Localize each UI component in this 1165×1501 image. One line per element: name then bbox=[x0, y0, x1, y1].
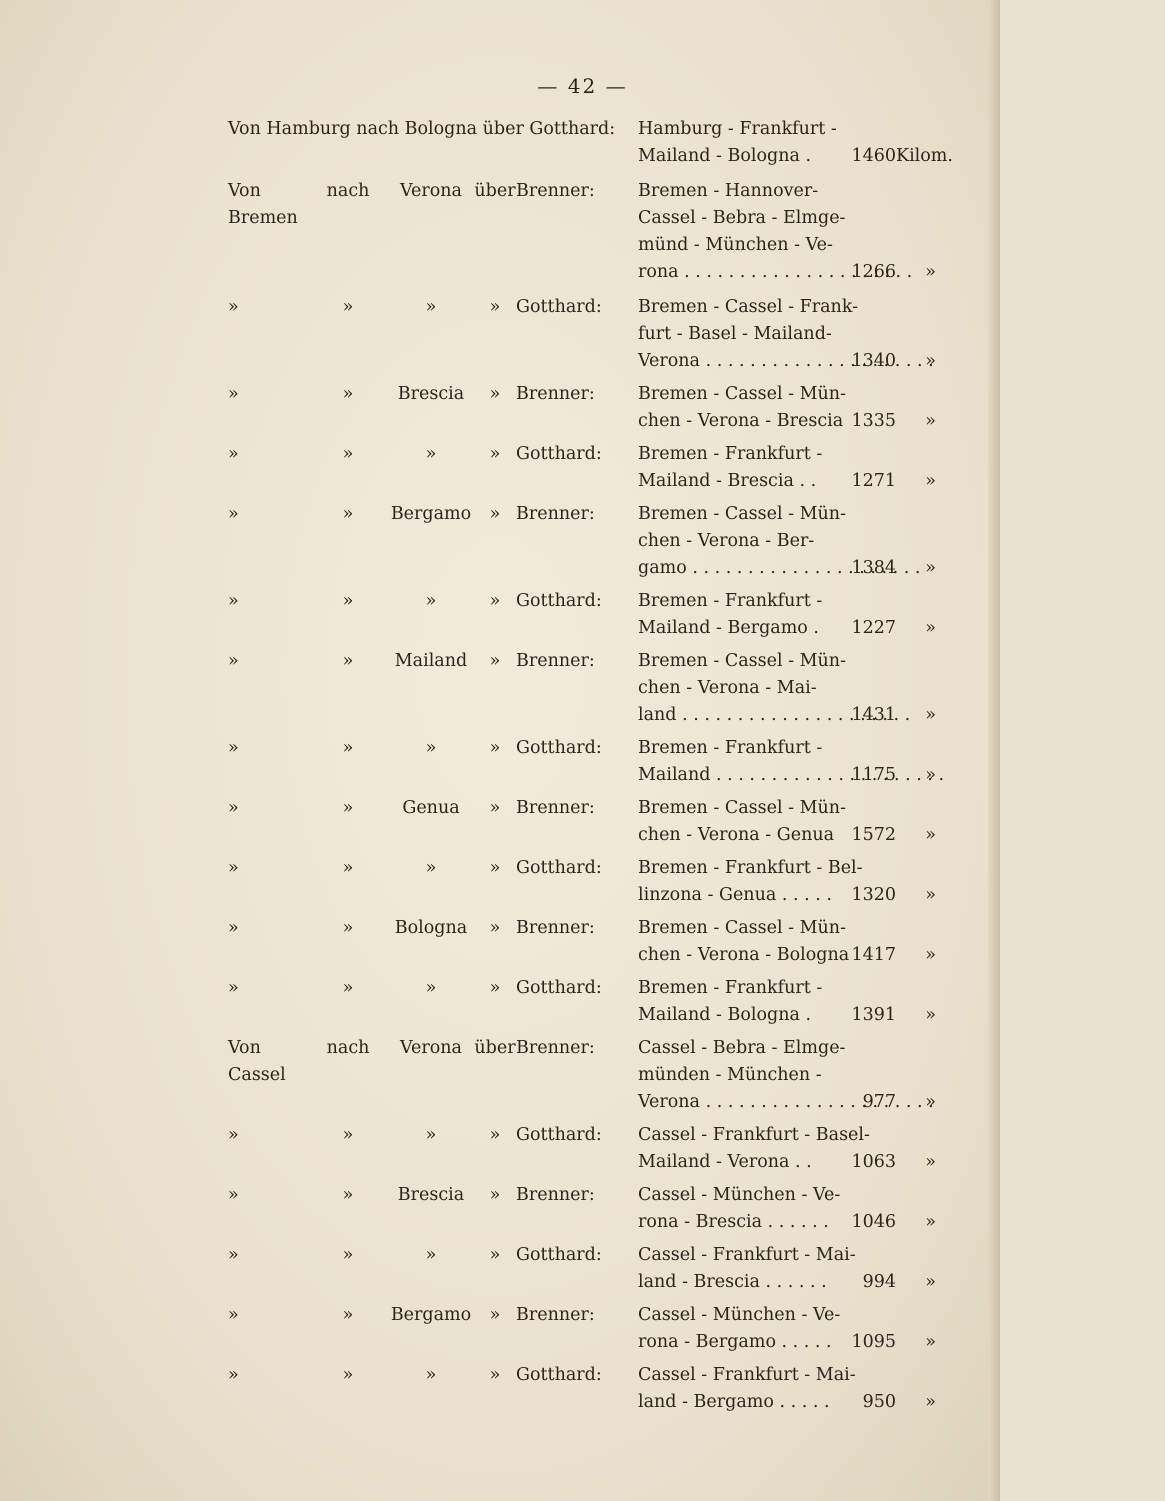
distance-unit: » bbox=[925, 825, 936, 845]
distance-unit: » bbox=[925, 1005, 936, 1025]
route-stations: Cassel - Frankfurt - Mai- bbox=[638, 1245, 856, 1265]
distance-value: 977 bbox=[862, 1092, 896, 1112]
route-details bbox=[638, 294, 958, 375]
nach-cell: » bbox=[342, 1245, 354, 1265]
destination-cell: Bergamo bbox=[390, 504, 472, 524]
route-line bbox=[638, 294, 958, 321]
route-line bbox=[638, 648, 958, 675]
nach-cell: » bbox=[342, 384, 354, 404]
route-stations: Cassel - Bebra - Elmge- bbox=[638, 1038, 846, 1058]
destination-cell: Genua bbox=[402, 798, 460, 818]
route-description bbox=[228, 178, 638, 286]
route-details bbox=[638, 178, 958, 286]
route-stations: rona - Brescia . . . . . . bbox=[638, 1212, 829, 1232]
route-stations: Bremen - Frankfurt - bbox=[638, 978, 823, 998]
route-details bbox=[638, 1035, 958, 1116]
distance-value: 1266 bbox=[851, 262, 896, 282]
destination-cell: Verona bbox=[400, 181, 462, 201]
origin-cell: » bbox=[228, 297, 239, 317]
nach-cell: nach bbox=[326, 1038, 370, 1058]
pass-cell: Brenner: bbox=[516, 384, 595, 404]
route-stations: Bremen - Cassel - Mün- bbox=[638, 918, 846, 938]
route-stations: rona - Bergamo . . . . . bbox=[638, 1332, 832, 1352]
route-stations: Cassel - München - Ve- bbox=[638, 1305, 841, 1325]
route-heading: Von Hamburg nach Bologna über Gotthard: bbox=[228, 119, 616, 139]
route-stations: Bremen - Frankfurt - bbox=[638, 444, 823, 464]
route-details bbox=[638, 441, 958, 495]
origin-cell: » bbox=[228, 918, 239, 938]
table-row bbox=[228, 294, 958, 375]
route-stations: Hamburg - Frankfurt - bbox=[638, 119, 837, 139]
route-stations: chen - Verona - Bologna bbox=[638, 945, 850, 965]
distance-value: 1417 bbox=[851, 945, 896, 965]
route-stations: Verona . . . bbox=[638, 348, 828, 375]
ueber-cell: » bbox=[489, 738, 501, 758]
distance-unit: » bbox=[925, 885, 936, 905]
route-line bbox=[638, 1209, 958, 1236]
table-row bbox=[228, 178, 958, 286]
table-row bbox=[228, 1302, 958, 1356]
destination-cell: Brescia bbox=[397, 384, 465, 404]
distance-unit: » bbox=[925, 558, 936, 578]
destination-cell: » bbox=[425, 1245, 437, 1265]
route-line bbox=[638, 408, 958, 435]
route-stations: münd - München - Ve- bbox=[638, 235, 833, 255]
route-stations: Bremen - Cassel - Frank- bbox=[638, 297, 859, 317]
route-details bbox=[638, 588, 958, 642]
route-line bbox=[638, 762, 958, 789]
distance-value: 1227 bbox=[851, 618, 896, 638]
pass-cell: Gotthard: bbox=[516, 858, 602, 878]
destination-cell: Mailand bbox=[394, 651, 468, 671]
nach-cell: » bbox=[342, 978, 354, 998]
route-stations: chen - Verona - Brescia bbox=[638, 411, 844, 431]
table-row bbox=[228, 735, 958, 789]
route-description bbox=[228, 735, 638, 789]
distance-unit: » bbox=[925, 1152, 936, 1172]
pass-cell: Gotthard: bbox=[516, 1245, 602, 1265]
pass-cell: Gotthard: bbox=[516, 978, 602, 998]
route-line bbox=[638, 942, 958, 969]
nach-cell: » bbox=[342, 1305, 354, 1325]
route-description bbox=[228, 381, 638, 435]
nach-cell: » bbox=[342, 858, 354, 878]
route-details bbox=[638, 1362, 958, 1416]
pass-cell: Brenner: bbox=[516, 651, 595, 671]
distance-value: 1095 bbox=[851, 1332, 896, 1352]
pass-cell: Gotthard: bbox=[516, 1125, 602, 1145]
distance-value: 1335 bbox=[851, 411, 896, 431]
route-stations: Bremen - Cassel - Mün- bbox=[638, 504, 846, 524]
distance-unit: » bbox=[925, 765, 936, 785]
distance-unit: » bbox=[925, 945, 936, 965]
route-line bbox=[638, 205, 958, 232]
route-line bbox=[638, 702, 958, 729]
nach-cell: » bbox=[342, 738, 354, 758]
route-line bbox=[638, 1089, 958, 1116]
destination-cell: Bologna bbox=[394, 918, 468, 938]
origin-cell: » bbox=[228, 1125, 239, 1145]
table-row bbox=[228, 588, 958, 642]
distance-value: 1046 bbox=[851, 1212, 896, 1232]
ueber-cell: über bbox=[474, 181, 516, 201]
distance-unit: » bbox=[925, 705, 936, 725]
distance-value: 1384 bbox=[851, 558, 896, 578]
table-row bbox=[228, 116, 958, 170]
route-details bbox=[638, 1182, 958, 1236]
distance-value: 1271 bbox=[851, 471, 896, 491]
pass-cell: Brenner: bbox=[516, 504, 595, 524]
distance-unit: » bbox=[925, 262, 936, 282]
route-line bbox=[638, 795, 958, 822]
route-stations: land - Bergamo . . . . . bbox=[638, 1392, 830, 1412]
route-line bbox=[638, 1389, 958, 1416]
destination-cell: Bergamo bbox=[390, 1305, 472, 1325]
route-stations: Mailand - Verona . . bbox=[638, 1152, 812, 1172]
route-details bbox=[638, 975, 958, 1029]
table-row bbox=[228, 855, 958, 909]
route-stations: Bremen - Cassel - Mün- bbox=[638, 384, 846, 404]
origin-cell: » bbox=[228, 1365, 239, 1385]
route-line bbox=[638, 178, 958, 205]
origin-cell: Von Cassel bbox=[228, 1038, 286, 1085]
route-line bbox=[638, 555, 958, 582]
route-details bbox=[638, 1122, 958, 1176]
route-distance-table bbox=[228, 116, 958, 1422]
route-line bbox=[638, 1122, 958, 1149]
table-row bbox=[228, 1182, 958, 1236]
route-description bbox=[228, 501, 638, 582]
nach-cell: » bbox=[342, 1365, 354, 1385]
pass-cell: Gotthard: bbox=[516, 297, 602, 317]
route-details bbox=[638, 381, 958, 435]
route-details bbox=[638, 915, 958, 969]
route-description bbox=[228, 648, 638, 729]
route-line bbox=[638, 1035, 958, 1062]
distance-value: 994 bbox=[862, 1272, 896, 1292]
route-line bbox=[638, 1182, 958, 1209]
ueber-cell: » bbox=[489, 384, 501, 404]
route-line bbox=[638, 381, 958, 408]
route-details bbox=[638, 1242, 958, 1296]
ueber-cell: » bbox=[489, 1305, 501, 1325]
route-description bbox=[228, 855, 638, 909]
route-description bbox=[228, 588, 638, 642]
route-line bbox=[638, 1242, 958, 1269]
distance-value: 1572 bbox=[851, 825, 896, 845]
route-line bbox=[638, 321, 958, 348]
route-description bbox=[228, 1362, 638, 1416]
route-stations: land - Brescia . . . . . . bbox=[638, 1272, 827, 1292]
pass-cell: Gotthard: bbox=[516, 444, 602, 464]
distance-unit: » bbox=[925, 618, 936, 638]
pass-cell: Brenner: bbox=[516, 918, 595, 938]
route-stations: Cassel - Bebra - Elmge- bbox=[638, 208, 846, 228]
distance-value: 1063 bbox=[851, 1152, 896, 1172]
destination-cell: » bbox=[425, 591, 437, 611]
ueber-cell: » bbox=[489, 978, 501, 998]
table-row bbox=[228, 381, 958, 435]
route-stations: Mailand . . . bbox=[638, 762, 828, 789]
route-details bbox=[638, 795, 958, 849]
origin-cell: » bbox=[228, 444, 239, 464]
route-line bbox=[638, 1149, 958, 1176]
ueber-cell: » bbox=[489, 444, 501, 464]
route-description bbox=[228, 441, 638, 495]
route-line bbox=[638, 615, 958, 642]
distance-value: 950 bbox=[862, 1392, 896, 1412]
route-line bbox=[638, 588, 958, 615]
route-line bbox=[638, 143, 958, 170]
origin-cell: » bbox=[228, 978, 239, 998]
origin-cell: » bbox=[228, 591, 239, 611]
route-stations: Mailand - Bergamo . bbox=[638, 618, 819, 638]
route-stations: chen - Verona - Genua bbox=[638, 825, 835, 845]
nach-cell: » bbox=[342, 591, 354, 611]
pass-cell: Gotthard: bbox=[516, 1365, 602, 1385]
distance-unit: Kilom. bbox=[896, 146, 953, 166]
route-stations: Bremen - Frankfurt - bbox=[638, 738, 823, 758]
nach-cell: » bbox=[342, 651, 354, 671]
distance-unit: » bbox=[925, 1272, 936, 1292]
ueber-cell: » bbox=[489, 918, 501, 938]
pass-cell: Brenner: bbox=[516, 798, 595, 818]
route-line bbox=[638, 232, 958, 259]
route-stations: Mailand - Brescia . . bbox=[638, 471, 817, 491]
table-row bbox=[228, 1242, 958, 1296]
distance-value: 1460 bbox=[851, 146, 896, 166]
route-line bbox=[638, 348, 958, 375]
table-row bbox=[228, 975, 958, 1029]
table-row bbox=[228, 1122, 958, 1176]
destination-cell: » bbox=[425, 1365, 437, 1385]
origin-cell: » bbox=[228, 1185, 239, 1205]
nach-cell: » bbox=[342, 297, 354, 317]
origin-cell: » bbox=[228, 858, 239, 878]
route-stations: Cassel - München - Ve- bbox=[638, 1185, 841, 1205]
route-line bbox=[638, 1062, 958, 1089]
distance-unit: » bbox=[925, 1092, 936, 1112]
table-row bbox=[228, 441, 958, 495]
destination-cell: Verona bbox=[400, 1038, 462, 1058]
destination-cell: » bbox=[425, 978, 437, 998]
distance-value: 1340 bbox=[851, 351, 896, 371]
route-stations: Mailand - Bologna . bbox=[638, 146, 812, 166]
route-line bbox=[638, 855, 958, 882]
ueber-cell: » bbox=[489, 798, 501, 818]
route-line bbox=[638, 259, 958, 286]
route-details bbox=[638, 735, 958, 789]
ueber-cell: » bbox=[489, 1245, 501, 1265]
ueber-cell: » bbox=[489, 297, 501, 317]
origin-cell: » bbox=[228, 1245, 239, 1265]
route-description bbox=[228, 975, 638, 1029]
route-stations: Verona . . . bbox=[638, 1089, 828, 1116]
route-line bbox=[638, 1362, 958, 1389]
destination-cell: » bbox=[425, 297, 437, 317]
distance-value: 1320 bbox=[851, 885, 896, 905]
ueber-cell: » bbox=[489, 1125, 501, 1145]
ueber-cell: » bbox=[489, 651, 501, 671]
route-stations: gamo . . . bbox=[638, 555, 828, 582]
route-details bbox=[638, 855, 958, 909]
nach-cell: » bbox=[342, 1125, 354, 1145]
origin-cell: » bbox=[228, 651, 239, 671]
route-stations: Mailand - Bologna . bbox=[638, 1005, 812, 1025]
route-stations: Bremen - Hannover- bbox=[638, 181, 819, 201]
route-stations: Bremen - Cassel - Mün- bbox=[638, 651, 846, 671]
destination-cell: » bbox=[425, 444, 437, 464]
origin-cell: » bbox=[228, 384, 239, 404]
route-line bbox=[638, 822, 958, 849]
ueber-cell: » bbox=[489, 591, 501, 611]
distance-unit: » bbox=[925, 1332, 936, 1352]
route-line bbox=[638, 441, 958, 468]
destination-cell: Brescia bbox=[397, 1185, 465, 1205]
route-line bbox=[638, 915, 958, 942]
nach-cell: nach bbox=[326, 181, 370, 201]
pass-cell: Brenner: bbox=[516, 1305, 595, 1325]
table-row bbox=[228, 501, 958, 582]
route-line bbox=[638, 735, 958, 762]
route-stations: Cassel - Frankfurt - Basel- bbox=[638, 1125, 870, 1145]
route-line bbox=[638, 116, 958, 143]
ueber-cell: » bbox=[489, 504, 501, 524]
route-description bbox=[228, 1302, 638, 1356]
route-line bbox=[638, 528, 958, 555]
destination-cell: » bbox=[425, 858, 437, 878]
pass-cell: Brenner: bbox=[516, 181, 595, 201]
route-line bbox=[638, 1002, 958, 1029]
distance-unit: » bbox=[925, 351, 936, 371]
route-line bbox=[638, 501, 958, 528]
route-description bbox=[228, 1122, 638, 1176]
table-row bbox=[228, 795, 958, 849]
route-details bbox=[638, 1302, 958, 1356]
route-description bbox=[228, 1035, 638, 1116]
table-row bbox=[228, 915, 958, 969]
distance-value: 1431 bbox=[851, 705, 896, 725]
distance-value: 1391 bbox=[851, 1005, 896, 1025]
origin-cell: » bbox=[228, 1305, 239, 1325]
route-stations: münden - München - bbox=[638, 1065, 822, 1085]
route-stations: Bremen - Frankfurt - Bel- bbox=[638, 858, 863, 878]
route-description bbox=[228, 1182, 638, 1236]
page-edge bbox=[988, 0, 1000, 1501]
route-description bbox=[228, 1242, 638, 1296]
route-stations: Cassel - Frankfurt - Mai- bbox=[638, 1365, 856, 1385]
route-stations: rona . . . bbox=[638, 259, 828, 286]
origin-cell: Von Bremen bbox=[228, 181, 298, 228]
route-details bbox=[638, 116, 958, 170]
route-stations: chen - Verona - Mai- bbox=[638, 678, 817, 698]
route-line bbox=[638, 1269, 958, 1296]
route-stations: land . . . bbox=[638, 702, 828, 729]
route-line bbox=[638, 468, 958, 495]
origin-cell: » bbox=[228, 504, 239, 524]
nach-cell: » bbox=[342, 918, 354, 938]
route-line bbox=[638, 882, 958, 909]
distance-value: 1175 bbox=[851, 765, 896, 785]
distance-unit: » bbox=[925, 411, 936, 431]
route-stations: Bremen - Frankfurt - bbox=[638, 591, 823, 611]
nach-cell: » bbox=[342, 444, 354, 464]
distance-unit: » bbox=[925, 1212, 936, 1232]
route-stations: Bremen - Cassel - Mün- bbox=[638, 798, 846, 818]
route-line bbox=[638, 1329, 958, 1356]
route-description bbox=[228, 915, 638, 969]
distance-unit: » bbox=[925, 1392, 936, 1412]
table-row bbox=[228, 648, 958, 729]
destination-cell: » bbox=[425, 1125, 437, 1145]
route-stations: chen - Verona - Ber- bbox=[638, 531, 815, 551]
route-line bbox=[638, 975, 958, 1002]
route-line bbox=[638, 675, 958, 702]
origin-cell: » bbox=[228, 798, 239, 818]
ueber-cell: » bbox=[489, 1185, 501, 1205]
route-details bbox=[638, 501, 958, 582]
nach-cell: » bbox=[342, 504, 354, 524]
page-number: — 42 — bbox=[537, 74, 628, 98]
pass-cell: Brenner: bbox=[516, 1185, 595, 1205]
origin-cell: » bbox=[228, 738, 239, 758]
table-row bbox=[228, 1035, 958, 1116]
pass-cell: Brenner: bbox=[516, 1038, 595, 1058]
table-row bbox=[228, 1362, 958, 1416]
ueber-cell: über bbox=[474, 1038, 516, 1058]
ueber-cell: » bbox=[489, 858, 501, 878]
pass-cell: Gotthard: bbox=[516, 738, 602, 758]
route-line bbox=[638, 1302, 958, 1329]
nach-cell: » bbox=[342, 798, 354, 818]
route-stations: furt - Basel - Mailand- bbox=[638, 324, 832, 344]
route-description bbox=[228, 294, 638, 375]
nach-cell: » bbox=[342, 1185, 354, 1205]
route-description bbox=[228, 795, 638, 849]
ueber-cell: » bbox=[489, 1365, 501, 1385]
route-description bbox=[228, 116, 638, 170]
destination-cell: » bbox=[425, 738, 437, 758]
pass-cell: Gotthard: bbox=[516, 591, 602, 611]
distance-unit: » bbox=[925, 471, 936, 491]
route-details bbox=[638, 648, 958, 729]
route-stations: linzona - Genua . . . . . bbox=[638, 885, 832, 905]
